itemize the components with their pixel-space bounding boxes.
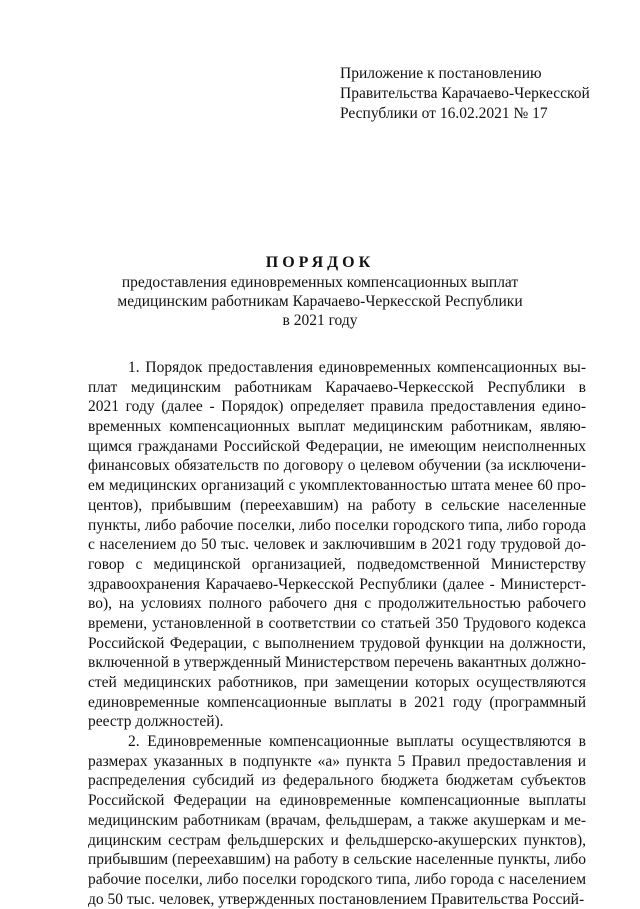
text-line: распределения субсидий из федерального бюджета бюджетам субъектов [88, 772, 586, 790]
text-line: дицинским сестрам фельдшерских и фельдшерско-акушерских пунктов), [88, 831, 586, 849]
text-line: временных компенсационных выплат медицинским работникам, являю- [88, 418, 586, 436]
text-line: с населением до 50 тыс. человек и заключившим в 2021 году трудовой до- [88, 536, 586, 554]
text-line: единовременные компенсационные выплаты в 2021 году (программный [88, 693, 586, 711]
text-line: включенной в утвержденный Министерством перечень вакантных должно- [88, 654, 586, 672]
text-line: рабочие поселки, либо поселки городского типа, либо города с населением [88, 870, 586, 888]
text-line: 2. Единовременные компенсационные выплаты осуществляются в [128, 733, 586, 751]
subtitle-line-3: в 2021 году [282, 312, 358, 329]
text-line: 1. Порядок предоставления единовременных компенсационных вы- [128, 359, 586, 376]
document-subtitle [0, 273, 640, 330]
text-line: медицинским работникам (врачам, фельдшерам, а также акушеркам и ме- [88, 811, 586, 829]
text-line: времени, установленной в соответствии со статьей 350 Трудового кодекса [88, 614, 586, 632]
document-title: ПОРЯДОК [265, 254, 375, 271]
paragraph-2 [88, 732, 586, 909]
text-line: стей медицинских работников, при замещении которых осуществляются [88, 674, 586, 691]
text-line: финансовых обязательств по договору о целевом обучении (за исключени- [88, 457, 586, 475]
text-line: Российской Федерации, с выполнением трудовой функции на должности, [88, 634, 586, 652]
subtitle-line-2: медицинским работникам Карачаево-Черкесской Республики [117, 293, 523, 310]
text-line: центов), прибывшим (переехавшим) на работу в сельские населенные [88, 496, 586, 514]
text-line: 2021 году (далее - Порядок) определяет правила предоставления едино- [88, 398, 586, 416]
text-line: реестр должностей). [88, 713, 224, 731]
text-line: ем медицинских организаций с укомплектованностью штата менее 60 про- [88, 477, 586, 495]
text-line: прибывшим (переехавшим) на работу в сельские населенные пункты, либо [88, 851, 586, 869]
text-line: до 50 тыс. человек, утвержденных постановлением Правительства Россий- [88, 890, 585, 908]
text-line: плат медицинским работникам Карачаево-Черкесской Республики в [88, 378, 586, 396]
appendix-line-2: Правительства Карачаево-Черкесской [340, 85, 590, 102]
text-line: щимся гражданами Российской Федерации, не имеющим неисполненных [88, 437, 586, 455]
text-line: пункты, либо рабочие поселки, либо поселки городского типа, либо города [88, 516, 586, 534]
text-line: во), на условиях полного рабочего дня с продолжительностью рабочего [88, 595, 586, 613]
appendix-header [340, 64, 590, 124]
document-body [88, 358, 586, 909]
paragraph-1 [88, 358, 586, 732]
text-line: здравоохранения Карачаево-Черкесской Республики (далее - Министерст- [88, 575, 586, 593]
text-line: размерах указанных в подпункте «а» пункта 5 Правил предоставления и [88, 752, 586, 770]
appendix-line-3: Республики от 16.02.2021 № 17 [340, 105, 548, 122]
appendix-line-1: Приложение к постановлению [340, 65, 542, 82]
text-line: говор с медицинской организацией, подведомственной Министерству [88, 555, 586, 573]
subtitle-line-1: предоставления единовременных компенсационных выплат [121, 274, 519, 291]
text-line: Российской Федерации на единовременные компенсационные выплаты [88, 792, 586, 810]
